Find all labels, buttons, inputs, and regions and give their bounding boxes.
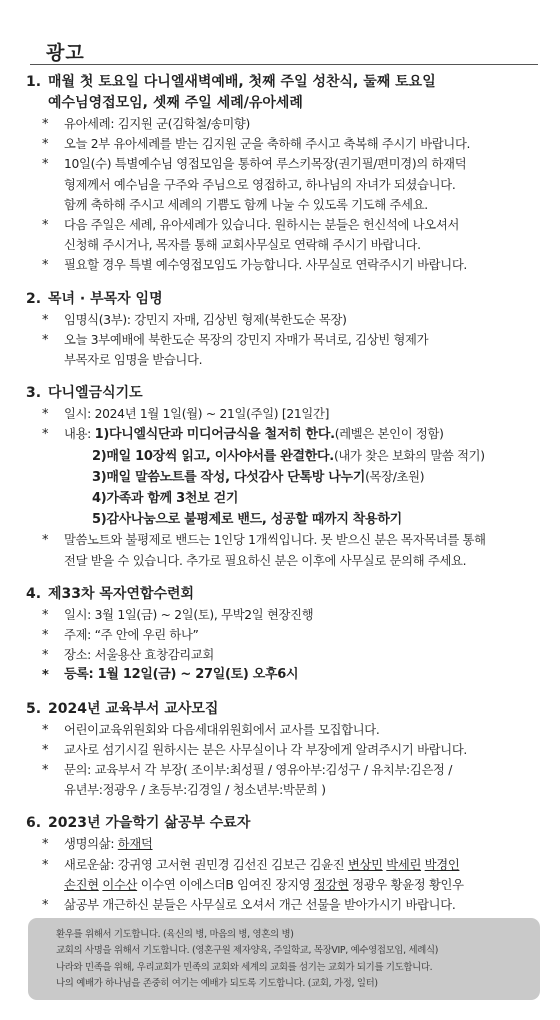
item-line: 말씀노트와 불평제로 밴드는 1인당 1개씩입니다. 못 받으신 분은 목자목녀를 통해 (64, 533, 486, 548)
list-item (26, 760, 542, 800)
item-line: 유년부:정광우 / 초등부:김경일 / 청소년부:박문희 ) (64, 783, 326, 798)
list-item (26, 605, 542, 625)
section-5 (26, 699, 542, 801)
announcements (26, 72, 542, 928)
bullet-asterisk-icon: * (42, 628, 49, 644)
section-title: 매월 첫 토요일 다니엘새벽예배, 첫째 주일 성찬식, 둘째 토요일 (48, 74, 436, 90)
item-line: 10일(수) 특별예수님 영접모임을 통하여 루스키목장(권기필/편미경)의 하재덕 (64, 157, 467, 172)
graduate-name: 권민경 (194, 857, 230, 872)
section-title: 2023년 가을학기 삶공부 수료자 (48, 815, 251, 832)
bullet-asterisk-icon: * (42, 898, 49, 914)
content-rule-note: (레벨은 본인이 정함) (334, 427, 444, 442)
graduate-name: 정강현 (313, 877, 349, 892)
section-heading (26, 584, 542, 605)
bullet-asterisk-icon: * (42, 668, 49, 684)
item-text: 오늘 2부 유아세례를 받는 김지원 군을 축하해 주시고 축복해 주시기 바랍니다. (64, 137, 471, 152)
graduate-name: 박세린 (386, 857, 422, 872)
content-rule-bold: 5)감사나눔으로 불평제로 밴드, 성공할 때까지 착용하기 (92, 512, 402, 528)
content-rule-bold: 4)가족과 함께 3천보 걷기 (92, 491, 239, 507)
graduate-name: 변상민 (347, 857, 383, 872)
item-text: 교사로 섬기시길 원하시는 분은 사무실이나 각 부장에게 알려주시기 바랍니다. (64, 742, 468, 757)
section-3 (26, 383, 542, 571)
graduate-name: 강귀영 (117, 857, 153, 872)
graduate-name: 하재덕 (117, 837, 153, 852)
item-text: 일시: 3월 1일(금) ~ 2일(토), 무박2일 현장진행 (64, 607, 314, 622)
list-item (26, 424, 542, 445)
bullet-asterisk-icon: * (42, 533, 49, 549)
graduate-name: 정광우 (352, 877, 387, 892)
section-number: 6. (26, 815, 42, 832)
graduate-name: 이수연 (140, 877, 176, 892)
list-item (26, 255, 542, 275)
content-label: 내용: (64, 427, 95, 442)
bullet-asterisk-icon: * (42, 607, 49, 623)
item-text: 유아세례: 김지원 군(김학철/송미향) (64, 117, 251, 131)
prayer-line: 나라와 민족을 위해, 우리교회가 민족의 교회와 세계의 교회를 섬기는 교회가 되기를 기도합니다. (56, 961, 433, 973)
graduate-name: 김보근 (271, 857, 306, 872)
list-item (26, 530, 542, 570)
graduate-name: 임여진 (237, 877, 272, 892)
bullet-asterisk-icon: * (42, 857, 49, 873)
graduate-name: 김윤진 (309, 857, 345, 872)
section-heading (26, 289, 542, 310)
content-rule (26, 467, 542, 488)
item-line: 다음 주일은 세례, 유아세례가 있습니다. 원하시는 분들은 헌신석에 나오셔서 (64, 218, 460, 233)
content-rule (26, 509, 542, 530)
section-number: 4. (26, 585, 42, 602)
bullet-asterisk-icon: * (42, 837, 49, 853)
bullet-asterisk-icon: * (42, 258, 49, 274)
section-title: 제33차 목자연합수련회 (48, 585, 195, 602)
section-heading (26, 72, 542, 114)
section-number: 3. (26, 385, 42, 402)
bullet-asterisk-icon: * (42, 157, 49, 173)
list-item (26, 895, 542, 915)
section-title: 2024년 교육부서 교사모집 (48, 700, 219, 717)
item-text: 장소: 서울용산 효창감리교회 (64, 648, 215, 663)
item-text: 필요할 경우 특별 예수영접모임도 가능합니다. 사무실로 연락주시기 바랍니다. (64, 258, 468, 273)
bullet-asterisk-icon: * (42, 117, 49, 132)
bullet-asterisk-icon: * (42, 218, 49, 234)
graduate-name: 김선진 (232, 857, 268, 872)
graduate-names-line (118, 858, 460, 872)
item-line: 부목자로 임명을 받습니다. (64, 353, 203, 368)
section-1 (26, 72, 542, 276)
bullet-asterisk-icon: * (42, 312, 49, 328)
section-number: 1. (26, 74, 42, 90)
graduate-name: 이수산 (102, 877, 138, 892)
item-line: 문의: 교육부서 각 부장( 조이부:최성필 / 영유아부:김성구 / 유치부:김은정 / (64, 763, 453, 778)
section-6 (26, 813, 542, 915)
section-heading (26, 813, 542, 834)
list-item (26, 330, 542, 370)
content-rule-bold: 2)매일 10장씩 읽고, 이사야서를 완결한다. (92, 448, 334, 464)
title-divider (30, 64, 538, 65)
graduate-name: 황인우 (428, 877, 464, 892)
list-item (26, 720, 542, 740)
bullet-asterisk-icon: * (42, 137, 49, 153)
item-line: 전달 받을 수 있습니다. 추가로 필요하신 분은 이후에 사무실로 문의해 주세요. (64, 553, 467, 568)
list-item (26, 665, 542, 685)
list-item (26, 154, 542, 215)
item-text: 어린이교육위원회와 다음세대위원회에서 교사를 모집합니다. (64, 722, 380, 737)
item-text: 임명식(3부): 강민지 자매, 김상빈 형제(북한도순 목장) (64, 312, 347, 327)
list-item (26, 310, 542, 330)
graduate-name: 손진현 (64, 877, 99, 892)
content-rule-bold: 1)다니엘식단과 미디어금식을 철저히 한다. (94, 427, 335, 443)
section-number: 2. (26, 290, 42, 307)
list-item (26, 855, 542, 895)
item-text: 주제: “주 안에 우린 하나” (64, 628, 199, 643)
graduate-name: 황윤정 (390, 877, 426, 892)
prayer-line: 교회의 사명을 위해서 기도합니다. (영혼구원 제자양육, 주일학교, 목장VIP, 예수영접모임, 세례식) (56, 945, 439, 957)
item-line: 형제께서 예수님을 구주와 주님으로 영접하고, 하나님의 자녀가 되셨습니다. (64, 177, 456, 192)
section-4 (26, 584, 542, 686)
graduate-name: 이에스더B (179, 877, 234, 892)
section-2 (26, 289, 542, 371)
bullet-asterisk-icon: * (42, 742, 49, 758)
registration-period: 등록: 1월 12일(금) ~ 27일(토) 오후6시 (64, 667, 299, 683)
list-item (26, 740, 542, 760)
content-rule-note: (목장/초원) (365, 469, 425, 484)
new-life-label: 새로운삶: (64, 857, 118, 872)
graduate-name: 박경인 (424, 857, 460, 872)
bullet-asterisk-icon: * (42, 648, 49, 664)
list-item (26, 215, 542, 255)
section-title-cont: 예수님영접모임, 셋째 주일 세례/유아세례 (48, 95, 303, 111)
list-item (26, 134, 542, 154)
bullet-asterisk-icon: * (42, 332, 49, 348)
list-item (26, 645, 542, 665)
list-item (26, 625, 542, 645)
bullet-asterisk-icon: * (42, 407, 49, 423)
bullet-asterisk-icon: * (42, 427, 49, 443)
item-line: 오늘 3부예배에 북한도순 목장의 강민지 자매가 목녀로, 김상빈 형제가 (64, 332, 429, 347)
prayer-line: 나의 예배가 하나님을 존중히 여기는 예배가 되도록 기도합니다. (교회, 가정, 일터) (56, 978, 378, 990)
fasting-period: 일시: 2024년 1월 1일(월) ~ 21일(주일) [21일간] (64, 407, 330, 422)
prayer-line: 환우를 위해서 기도합니다. (육신의 병, 마음의 병, 영혼의 병) (56, 929, 294, 940)
content-rule (26, 446, 542, 467)
list-item (26, 404, 542, 424)
section-number: 5. (26, 700, 42, 717)
list-item (26, 114, 542, 134)
graduate-name: 장지영 (275, 877, 311, 892)
content-rule-bold: 3)매일 말씀노트를 작성, 다섯감사 단톡방 나누기 (92, 469, 366, 485)
content-rule-note: (내가 찾은 보화의 말씀 적기) (333, 448, 485, 463)
bullet-asterisk-icon: * (42, 763, 49, 779)
graduate-names-line (64, 875, 542, 895)
graduate-name: 고서현 (156, 857, 191, 872)
section-title: 목녀 · 부목자 임명 (48, 290, 163, 307)
section-heading (26, 383, 542, 404)
item-line: 신청해 주시거나, 목자를 통해 교회사무실로 연락해 주시기 바랍니다. (64, 238, 421, 253)
item-text: 삶공부 개근하신 분들은 사무실로 오셔서 개근 선물을 받아가시기 바랍니다. (64, 898, 456, 913)
item-line: 함께 축하해 주시고 세례의 기쁨도 함께 나눌 수 있도록 기도해 주세요. (64, 197, 428, 212)
section-title: 다니엘금식기도 (48, 385, 143, 402)
list-item (26, 834, 542, 854)
section-heading (26, 699, 542, 720)
life-label: 생명의삶: (64, 837, 118, 852)
prayer-box (28, 918, 540, 1000)
page-title: 광고 (46, 42, 85, 64)
bullet-asterisk-icon: * (42, 722, 49, 738)
content-rule (26, 488, 542, 509)
